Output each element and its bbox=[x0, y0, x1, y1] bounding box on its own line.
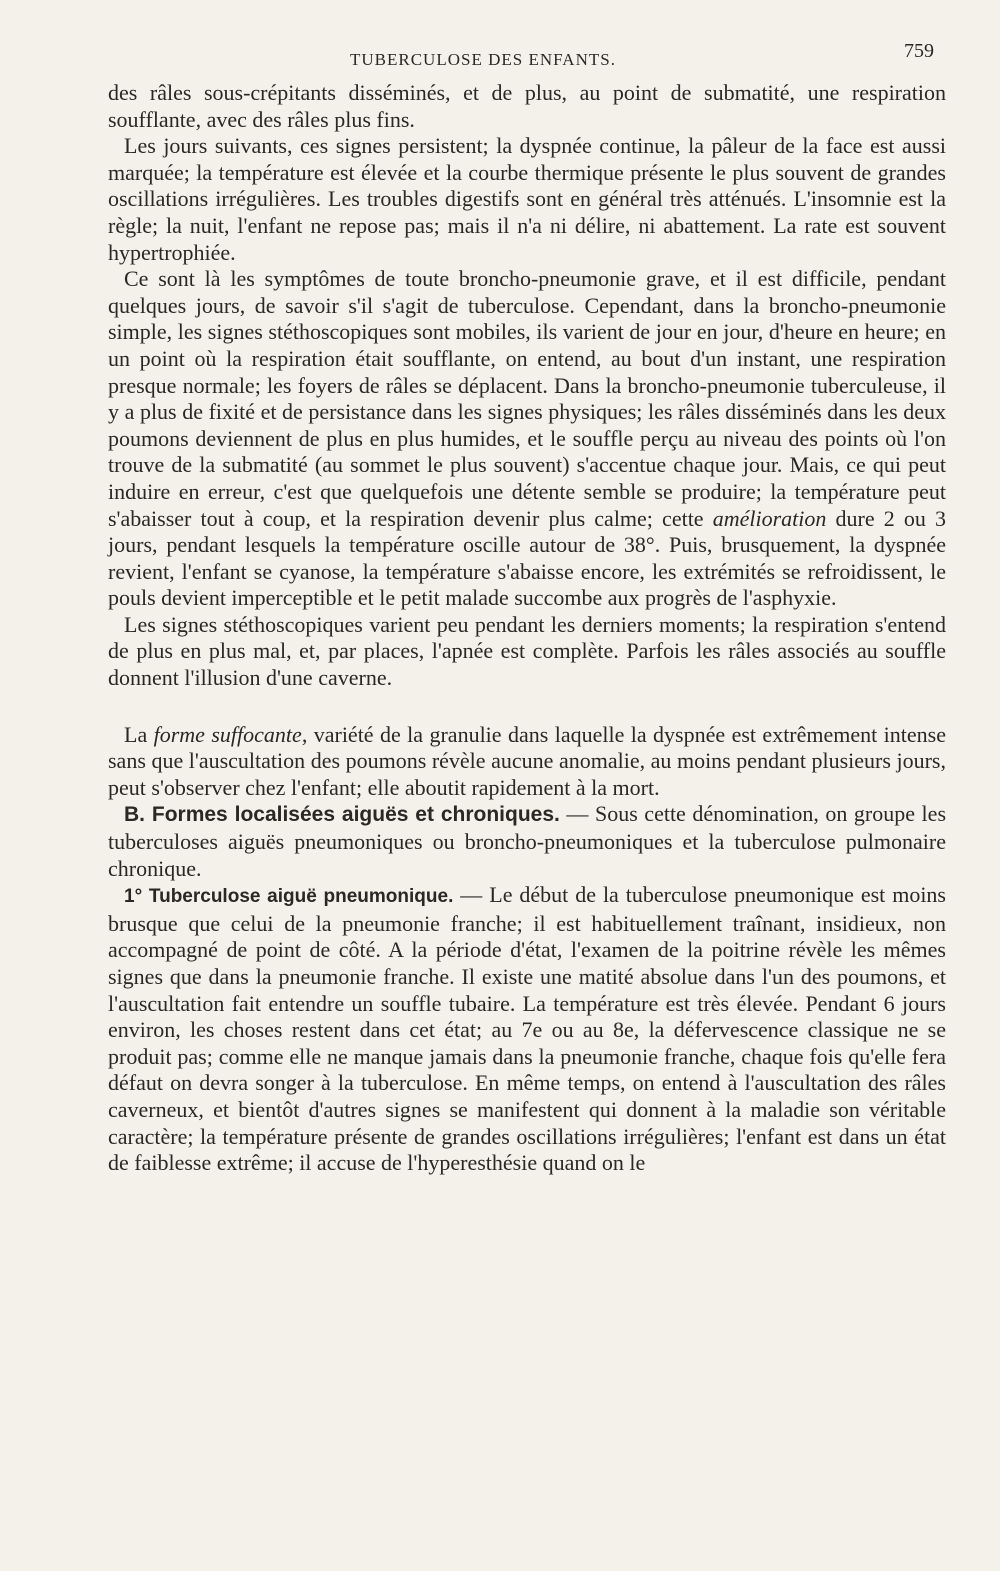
paragraph-5-italic: forme suffocante bbox=[153, 721, 302, 747]
paragraph-7 bbox=[108, 882, 946, 1177]
paragraph-1: des râles sous-crépitants disséminés, et de plus, au point de submatité, une respiration soufflante, avec des râles plus fins. bbox=[108, 80, 946, 132]
page-header bbox=[0, 40, 1000, 80]
page-number: 759 bbox=[904, 40, 934, 62]
paragraph-3-end: dure 2 ou 3 jours, pendant lesquels la température oscille autour de 38°. Puis, brusquement, la dyspnée revient, l'enfant se cyanose, la température s'abaisse encore, les extrémités se refroidissent, le pouls devient imperceptible et le petit malade succombe aux progrès de l'asphyxie. bbox=[108, 505, 947, 611]
paragraph-5-start: La bbox=[124, 721, 148, 747]
paragraph-4: Les signes stéthoscopiques varient peu pendant les derniers moments; la respiration s'entend de plus en plus mal, et, par places, l'apnée est complète. Parfois les râles associés au souffle donnent l'illusion d'une caverne. bbox=[108, 611, 946, 691]
paragraph-5-end: , variété de la granulie dans laquelle la dyspnée est extrêmement intense sans que l'auscultation des poumons révèle aucune anomalie, au moins pendant plusieurs jours, peut s'observer chez l'enfant; elle aboutit rapidement à la mort. bbox=[108, 721, 946, 800]
paragraph-5 bbox=[108, 722, 946, 802]
paragraph-7-text: — Le début de la tuberculose pneumonique est moins brusque que celui de la pneumonie franche; il est habituellement traînant, insidieux, non accompagné de point de côté. A la période d'état, l'examen de la poitrine révèle les mêmes signes que dans la pneumonie franche. Il existe une matité absolue dans l'un des poumons, et l'auscultation fait entendre un souffle tubaire. La température est très élevée. Pendant 6 jours environ, les choses restent dans cet état; au 7e ou au 8e, la défervescence classique ne se produit pas; comme elle ne manque jamais dans la pneumonie franche, chaque fois qu'elle fera défaut on devra songer à la tuberculose. En même temps, on entend à l'auscultation des râles caverneux, et bientôt d'autres signes se manifestent qui donnent à la maladie son véritable caractère; la température présente de grandes oscillations irrégulières; l'enfant est dans un état de faiblesse extrême; il accuse de l'hyperesthésie quand on le bbox=[108, 882, 946, 1176]
paragraph-2: Les jours suivants, ces signes persistent; la dyspnée continue, la pâleur de la face est aussi marquée; la température est élevée et la courbe thermique présente le plus souvent de grandes oscillations irrégulières. Les troubles digestifs sont en général très atténués. L'insomnie est la règle; la nuit, l'enfant ne repose pas; mais il n'a ni délire, ni abattement. La rate est souvent hypertrophiée. bbox=[108, 133, 946, 265]
paragraph-6 bbox=[108, 801, 946, 882]
paragraph-3-italic: amélioration bbox=[712, 505, 827, 531]
paragraph-6-text: — Sous cette dénomination, on groupe les tuberculoses aiguës pneumoniques ou broncho-pneumoniques et la tuberculose pulmonaire chronique. bbox=[108, 801, 946, 881]
section-heading-b: B. Formes localisées aiguës et chroniques. bbox=[124, 803, 560, 827]
paragraph-3-text: Ce sont là les symptômes de toute broncho-pneumonie grave, et il est difficile, pendant quelques jours, de savoir s'il s'agit de tuberculose. Cependant, dans la broncho-pneumonie simple, les signes stéthoscopiques sont mobiles, ils varient de jour en jour, d'heure en heure; en un point où la respiration était soufflante, on entend, au bout d'un instant, une respiration presque normale; les foyers de râles se déplacent. Dans la broncho-pneumonie tuberculeuse, il y a plus de fixité et de persistance dans les signes physiques; les râles disséminés dans les deux poumons deviennent de plus en plus humides, et le souffle perçu au niveau des points où l'on trouve de la submatité (au sommet le plus souvent) s'accentue chaque jour. Mais, ce qui peut induire en erreur, c'est que quelquefois une détente semble se produire; la température peut s'abaisser tout à coup, et la respiration devenir plus calme; cette bbox=[108, 266, 946, 531]
page-body bbox=[108, 80, 946, 1177]
paragraph-3 bbox=[108, 266, 946, 612]
running-title: TUBERCULOSE DES ENFANTS. bbox=[350, 50, 616, 69]
subsection-heading-1: 1° Tuberculose aiguë pneumonique. bbox=[124, 886, 454, 908]
